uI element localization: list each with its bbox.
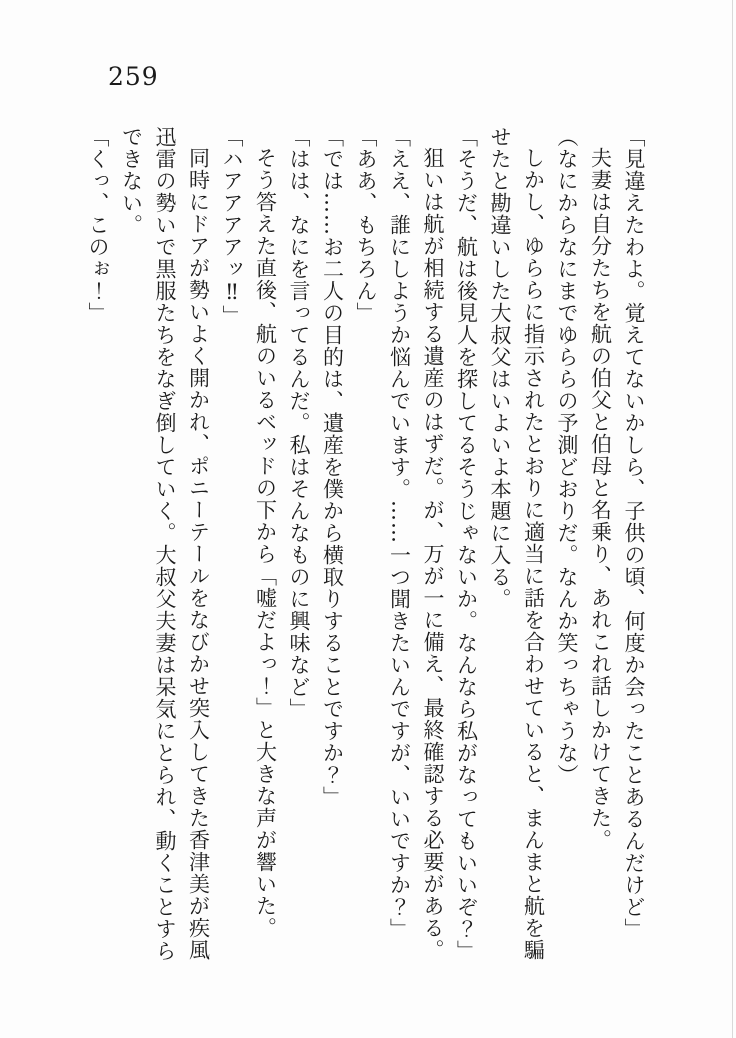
paragraph: 「見違えたわよ。覚えてないかしら、子供の頃、何度か会ったことあるんだけど」 (622, 126, 646, 940)
vertical-text-block (50, 126, 650, 970)
paragraph: 「ああ、もちろん」 (354, 126, 378, 324)
paragraph: 「そうだ、航は後見人を探してるそうじゃないか。なんなら私がなってもいいぞ？」 (454, 126, 479, 962)
paragraph: 「では……お二人の目的は、遺産を僕から横取りすることですか？」 (320, 126, 345, 808)
paragraph: 夫妻は自分たちを航の伯父と伯母と名乗り、あれこれ話しかけてきた。 (588, 147, 613, 851)
paragraph: 「ハアアアアッ‼」 (220, 126, 244, 327)
page-scan-edge (732, 0, 733, 1038)
paragraph: 狙いは航が相続する遺産のはずだ。が、万が一に備え、最終確認する必要がある。 (421, 147, 445, 961)
paragraph: しかし、ゆららに指示されたとおりに適当に話を合わせていると、まんまと航を騙せたと勘違いした大叔父はいよいよ本題に入る。 (488, 126, 546, 961)
paragraph: 「くっ、このぉ！」 (86, 126, 110, 324)
paragraph: そう答えた直後、航のいるベッドの下から「嘘だよっ！」と大きな声が響いた。 (253, 147, 278, 939)
paragraph: 「ええ、誰にしようか悩んでいます。……一つ聞きたいんですが、いいですか？」 (387, 126, 412, 940)
paragraph: （なにからなにまでゆららの予測どおりだ。なんか笑っちゃうな） (555, 126, 579, 786)
paragraph: 「はは、なにを言ってるんだ。私はそんなものに興味など」 (287, 126, 311, 720)
paragraph: 同時にドアが勢いよく開かれ、ポニーテールをなびかせ突入してきた香津美が疾風迅雷の勢いで黒服たちをなぎ倒していく。大叔父夫妻は呆気にとられ、動くことすらできない。 (119, 126, 211, 962)
page-number: 259 (108, 62, 159, 91)
